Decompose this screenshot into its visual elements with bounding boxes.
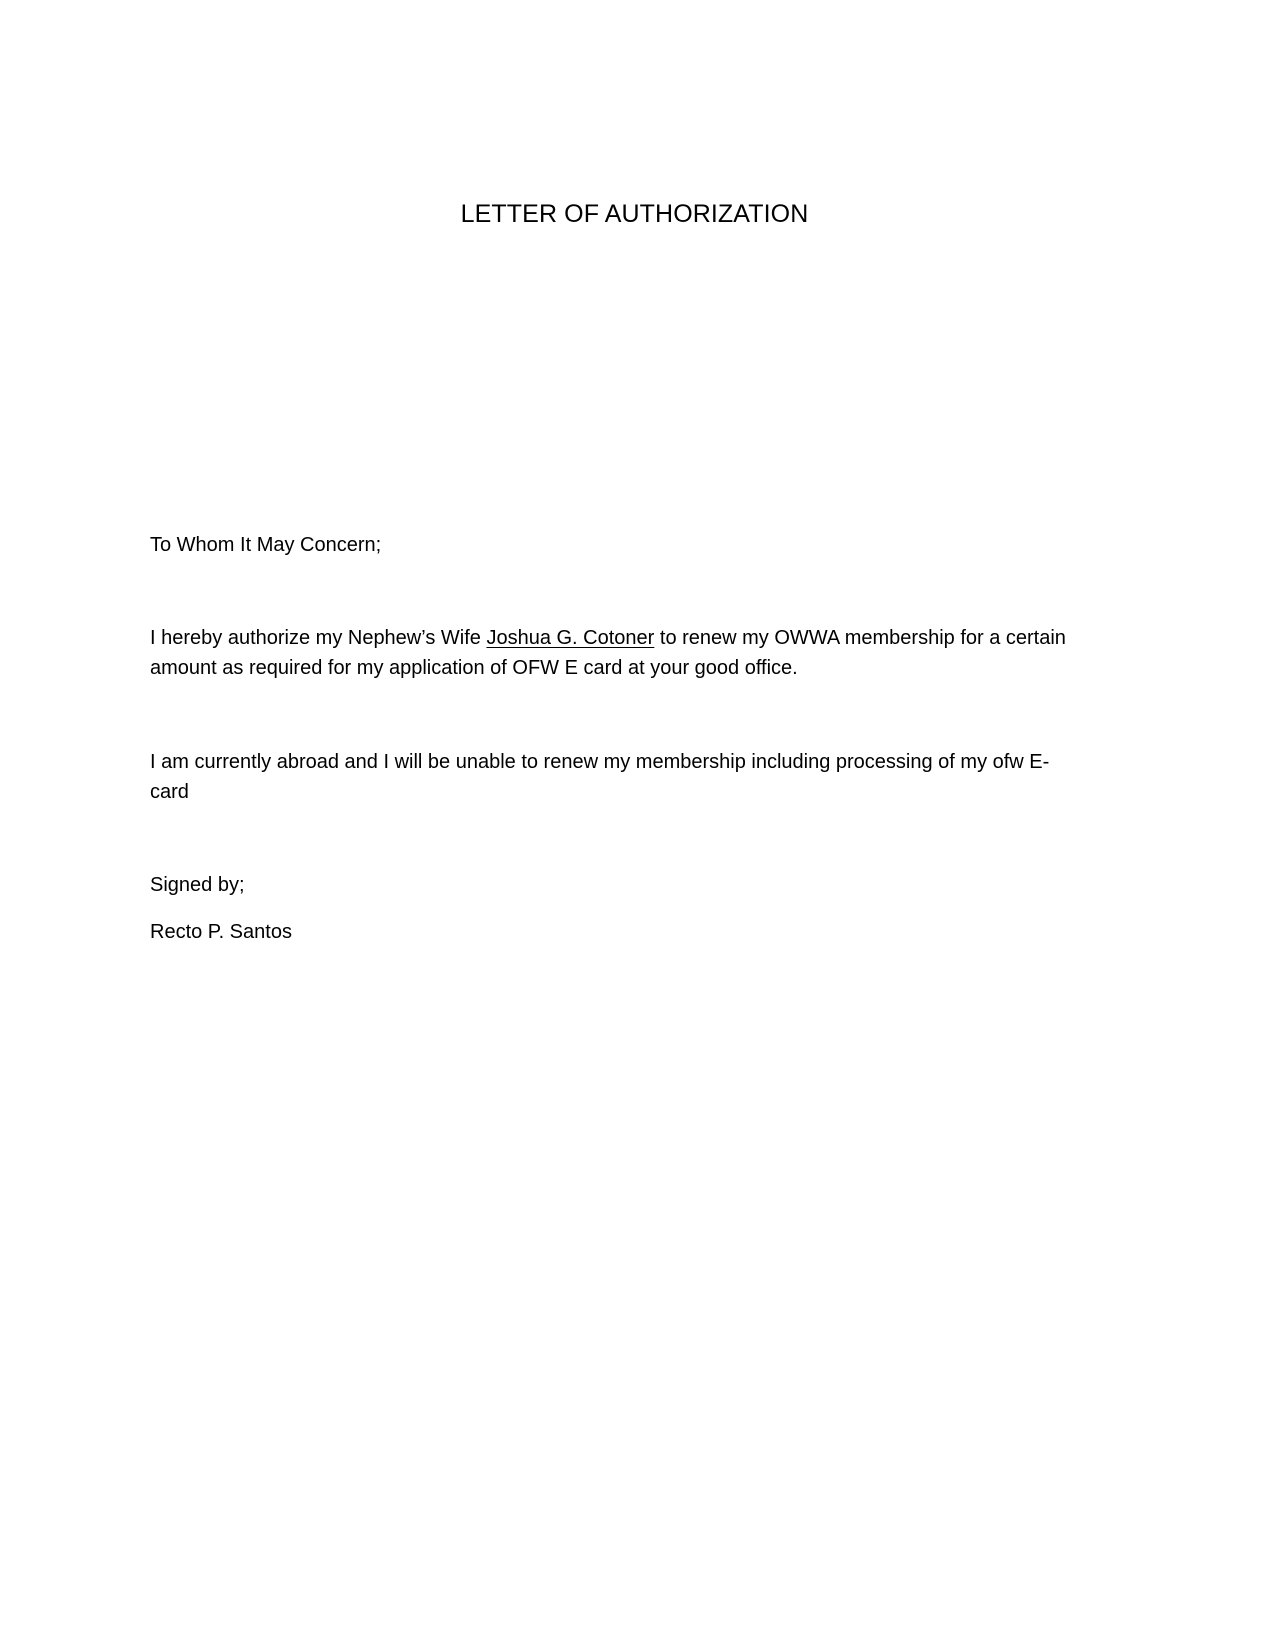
letter-title <box>0 196 1275 232</box>
signer-name: Recto P. Santos <box>150 921 292 943</box>
reason-text-line2: card <box>150 781 189 803</box>
authorization-text-start: I hereby authorize my Nephew’s Wife <box>150 627 487 649</box>
signed-by-label: Signed by; <box>150 874 245 896</box>
reason-paragraph <box>150 747 1130 807</box>
authorized-person-name: Joshua G. Cotoner <box>486 627 655 649</box>
reason-text-line1: I am currently abroad and I will be unable to renew my membership including processing of my ofw E- <box>150 751 1050 773</box>
authorization-text-end: to renew my OWWA membership for a certain <box>654 627 1066 649</box>
letter-title-text: LETTER OF AUTHORIZATION <box>460 200 809 228</box>
authorization-text-line2: amount as required for my application of OFW E card at your good office. <box>150 657 798 679</box>
salutation: To Whom It May Concern; <box>150 534 382 556</box>
authorization-paragraph <box>150 623 1130 683</box>
